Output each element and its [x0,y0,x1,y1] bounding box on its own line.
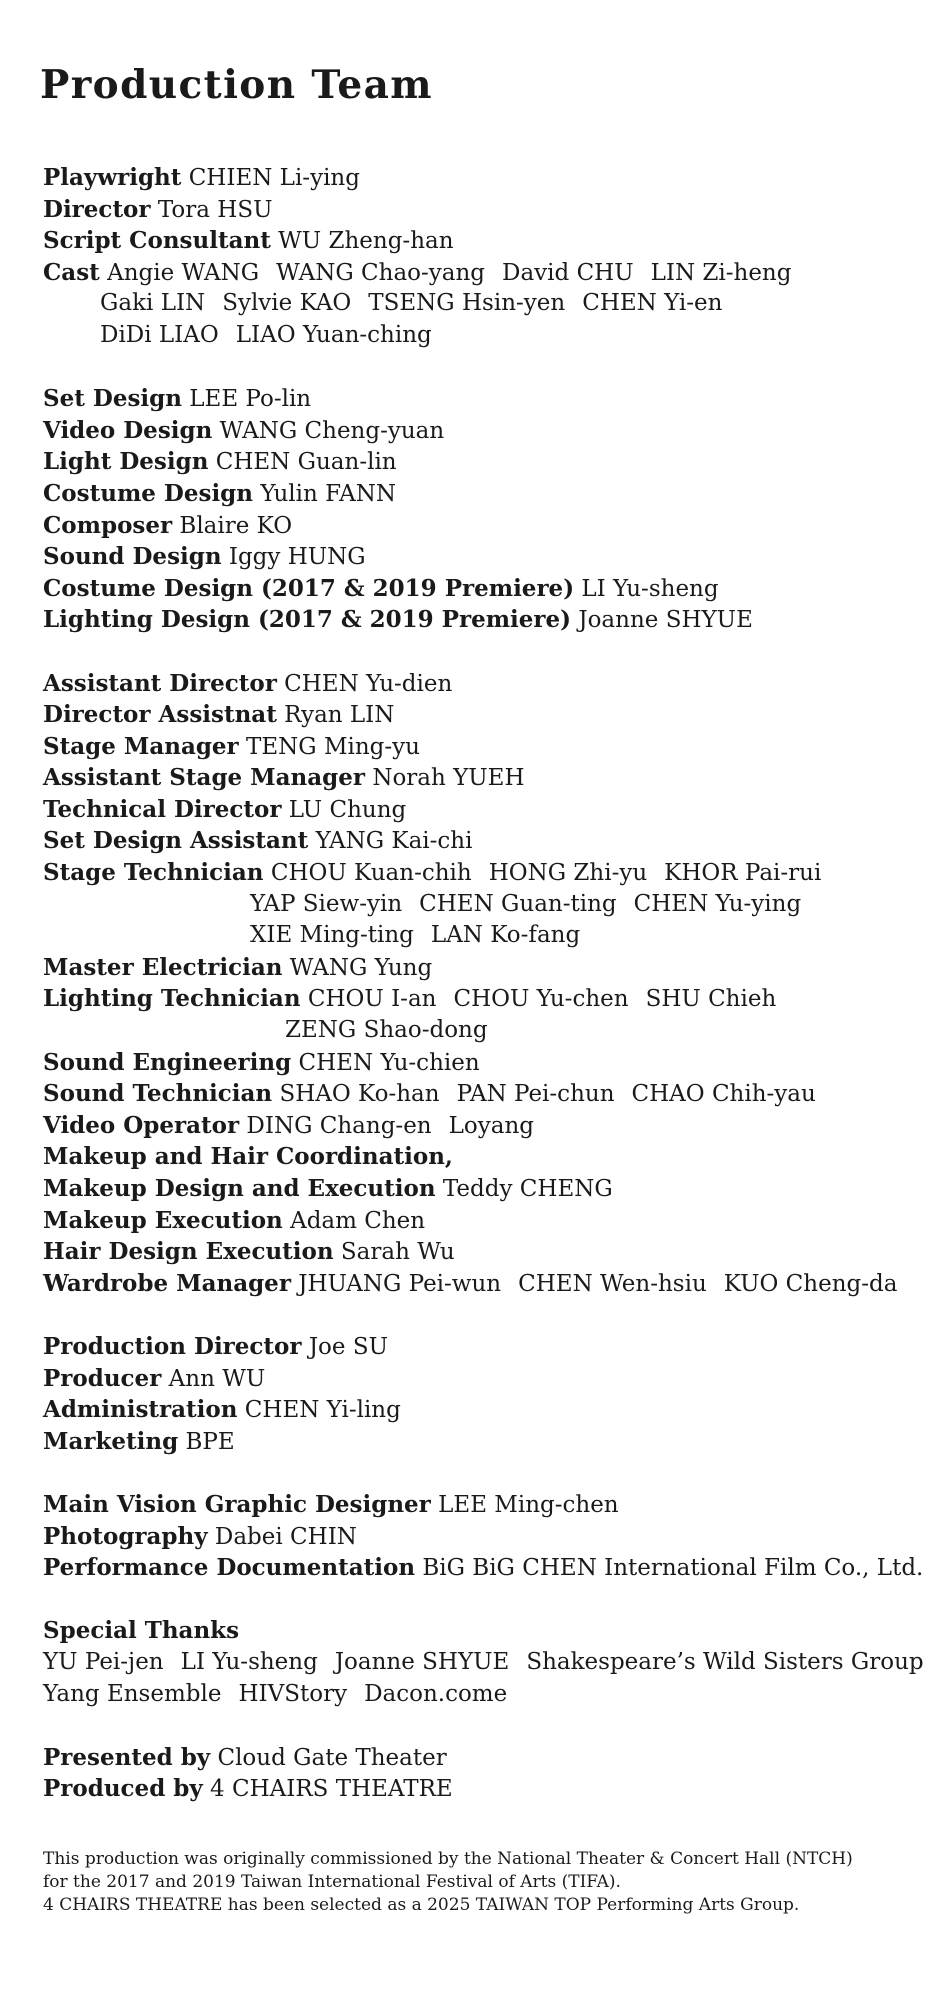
credit-line [43,889,924,921]
credit-line [43,825,924,857]
person-name: WANG Chao-yang [276,259,486,286]
role-label: Lighting Technician [43,985,301,1013]
credit-line [43,1331,924,1363]
role-label: Producer [43,1364,162,1392]
person-name: DING Chang-en [246,1112,432,1139]
role-label: Assistant Director [43,669,277,697]
person-name: LU Chung [288,796,407,823]
person-name: KUO Cheng-da [723,1270,898,1297]
page-title: Production Team [40,62,433,108]
credit-line [43,1521,924,1553]
credit-line [43,225,924,257]
person-name: Sarah Wu [340,1239,455,1266]
role-label: Marketing [43,1427,179,1455]
credit-line [43,1647,924,1679]
person-name: LIAO Yuan-ching [235,321,432,348]
credit-line [43,478,924,510]
role-label: Administration [43,1396,238,1424]
person-name: Blaire KO [179,512,293,539]
role-label: Video Operator [43,1111,240,1139]
person-name: YANG Kai-chi [315,828,473,855]
person-name: KHOR Pai-rui [664,860,822,887]
thanks-name: Yang Ensemble [43,1680,222,1707]
credit-line [43,1236,924,1268]
credit-line [43,1363,924,1395]
role-label: Costume Design [43,479,253,507]
person-name: Cloud Gate Theater [217,1744,447,1771]
person-name: TSENG Hsin-yen [368,290,566,317]
credit-line [43,794,924,826]
role-label: Wardrobe Manager [43,1269,291,1297]
thanks-name: Joanne SHYUE [334,1648,510,1675]
credit-line [43,731,924,763]
credit-line [43,415,924,447]
credit-line [43,668,924,700]
section-gap [43,352,924,384]
credit-line [43,604,924,636]
role-label: Production Director [43,1332,302,1360]
credit-line [43,1047,924,1079]
role-label: Sound Engineering [43,1048,292,1076]
credit-line [43,1173,924,1205]
person-name: CHEN Yi-en [582,290,723,317]
footnote-line: This production was originally commissioned by the National Theater & Concert Hall (NTCH) [43,1849,853,1869]
person-name: CHIEN Li-ying [188,165,360,191]
person-name: CHOU Yu-chen [453,986,629,1013]
credit-line [43,541,924,573]
person-name: Tora HSU [157,196,273,223]
role-label: Performance Documentation [43,1554,416,1582]
person-name: Joanne SHYUE [578,607,753,634]
role-label: Technical Director [43,795,282,823]
person-name: CHEN Yu-dien [284,670,453,697]
person-name: Angie WANG [107,259,260,286]
credit-line [43,1078,924,1110]
credit-line [43,762,924,794]
person-name: WANG Yung [289,954,433,981]
credit-line [43,194,924,226]
person-name: WU Zheng-han [278,228,454,255]
credit-line [43,446,924,478]
role-label: Costume Design (2017 & 2019 Premiere) [43,574,575,602]
person-name: Iggy HUNG [228,544,366,571]
person-name: CHEN Guan-ting [419,890,617,917]
role-label: Director [43,195,151,223]
credit-line [43,1489,924,1521]
person-name: CHEN Guan-lin [215,449,397,476]
role-label: Stage Technician [43,859,264,887]
role-label: Video Design [43,416,213,444]
credit-line [43,1773,924,1805]
section-gap [43,1457,924,1489]
person-name: Ann WU [168,1365,266,1392]
person-name: Joe SU [308,1333,388,1360]
person-name: XIE Ming-ting [250,922,414,949]
credit-line [43,1742,924,1774]
section-gap [43,1584,924,1616]
role-label: Special Thanks [43,1617,240,1645]
section-gap [43,1299,924,1331]
role-label: Makeup Execution [43,1206,283,1234]
credit-line [43,1615,924,1647]
person-name: LEE Po-lin [189,386,312,413]
credit-line [43,1268,924,1300]
person-name: CHEN Yi-ling [244,1397,401,1424]
footnote-line: for the 2017 and 2019 Taiwan International Festival of Arts (TIFA). [43,1872,621,1892]
role-label: Stage Manager [43,732,239,760]
person-name: Norah YUEH [372,765,525,792]
thanks-name: LI Yu-sheng [180,1648,318,1675]
person-name: Sylvie KAO [222,290,352,317]
person-name: PAN Pei-chun [456,1081,615,1108]
person-name: BiG BiG CHEN International Film Co., Ltd. [422,1555,924,1582]
person-name: CHEN Yu-ying [633,890,802,917]
person-name: Ryan LIN [284,702,395,729]
credit-line [43,162,924,194]
person-name: DiDi LIAO [100,321,219,348]
role-label: Assistant Stage Manager [43,764,365,792]
role-label: Photography [43,1522,208,1550]
credit-line [43,1552,924,1584]
role-label: Script Consultant [43,227,271,255]
footnote-line: 4 CHAIRS THEATRE has been selected as a 2025 TAIWAN TOP Performing Arts Group. [43,1895,800,1915]
role-label: Sound Technician [43,1080,273,1108]
person-name: LIN Zi-heng [650,259,792,286]
person-name: ZENG Shao-dong [285,1017,488,1044]
credit-line [43,699,924,731]
credit-line [43,1015,924,1047]
thanks-name: YU Pei-jen [43,1648,164,1675]
person-name: LEE Ming-chen [438,1491,619,1518]
person-name: JHUANG Pei-wun [298,1270,502,1297]
person-name: Gaki LIN [100,290,206,317]
person-name: CHEN Yu-chien [298,1049,480,1076]
person-name: Loyang [448,1112,534,1139]
person-name: Yulin FANN [260,480,396,507]
section-gap [43,636,924,668]
credits-list [43,162,924,1805]
credit-line [43,857,924,889]
credit-line [43,952,924,984]
role-label: Lighting Design (2017 & 2019 Premiere) [43,606,572,634]
person-name: HONG Zhi-yu [488,860,648,887]
credit-line [43,983,924,1015]
role-label: Playwright [43,164,182,191]
role-label: Cast [43,258,100,286]
role-label: Makeup Design and Execution [43,1175,436,1202]
role-label: Master Electrician [43,953,283,981]
role-label: Presented by [43,1743,211,1771]
credit-line [43,1110,924,1142]
person-name: TENG Ming-yu [246,733,420,760]
person-name: WANG Cheng-yuan [219,417,445,444]
credit-line [43,1205,924,1237]
person-name: CHOU I-an [307,986,437,1013]
person-name: CHEN Wen-hsiu [518,1270,707,1297]
thanks-name: HIVStory [238,1680,348,1707]
footnote [43,1848,853,1917]
person-name: BPE [185,1428,235,1455]
credit-line [43,1426,924,1458]
person-name: 4 CHAIRS THEATRE [210,1776,453,1803]
credit-line [43,573,924,605]
role-label: Produced by [43,1775,203,1803]
credit-line [43,383,924,415]
role-label: Main Vision Graphic Designer [43,1490,431,1518]
person-name: YAP Siew-yin [250,890,403,917]
person-name: Adam Chen [290,1207,426,1234]
credit-line [43,1394,924,1426]
role-label: Director Assistnat [43,701,277,729]
role-label: Hair Design Execution [43,1238,334,1266]
role-label: Composer [43,511,173,539]
credit-line [43,510,924,542]
credit-line [43,1679,924,1711]
person-name: SHAO Ko-han [279,1081,440,1108]
person-name: David CHU [502,259,634,286]
thanks-name: Dacon.come [364,1680,508,1707]
credit-line [43,257,924,289]
role-label: Set Design [43,385,182,413]
role-label: Sound Design [43,543,222,571]
person-name: Teddy CHENG [442,1176,613,1202]
role-label: Set Design Assistant [43,827,309,855]
thanks-name: Shakespeare’s Wild Sisters Group [526,1648,924,1675]
role-label: Makeup and Hair Coordination, [43,1143,453,1171]
credit-line [43,288,924,320]
section-gap [43,1710,924,1742]
person-name: SHU Chieh [645,986,777,1013]
person-name: CHOU Kuan-chih [270,860,472,887]
credit-line [43,920,924,952]
person-name: LI Yu-sheng [581,575,719,602]
credit-line [43,1141,924,1173]
person-name: LAN Ko-fang [430,922,581,949]
person-name: Dabei CHIN [214,1523,357,1550]
person-name: CHAO Chih-yau [631,1081,816,1108]
credit-line [43,320,924,352]
role-label: Light Design [43,448,209,476]
